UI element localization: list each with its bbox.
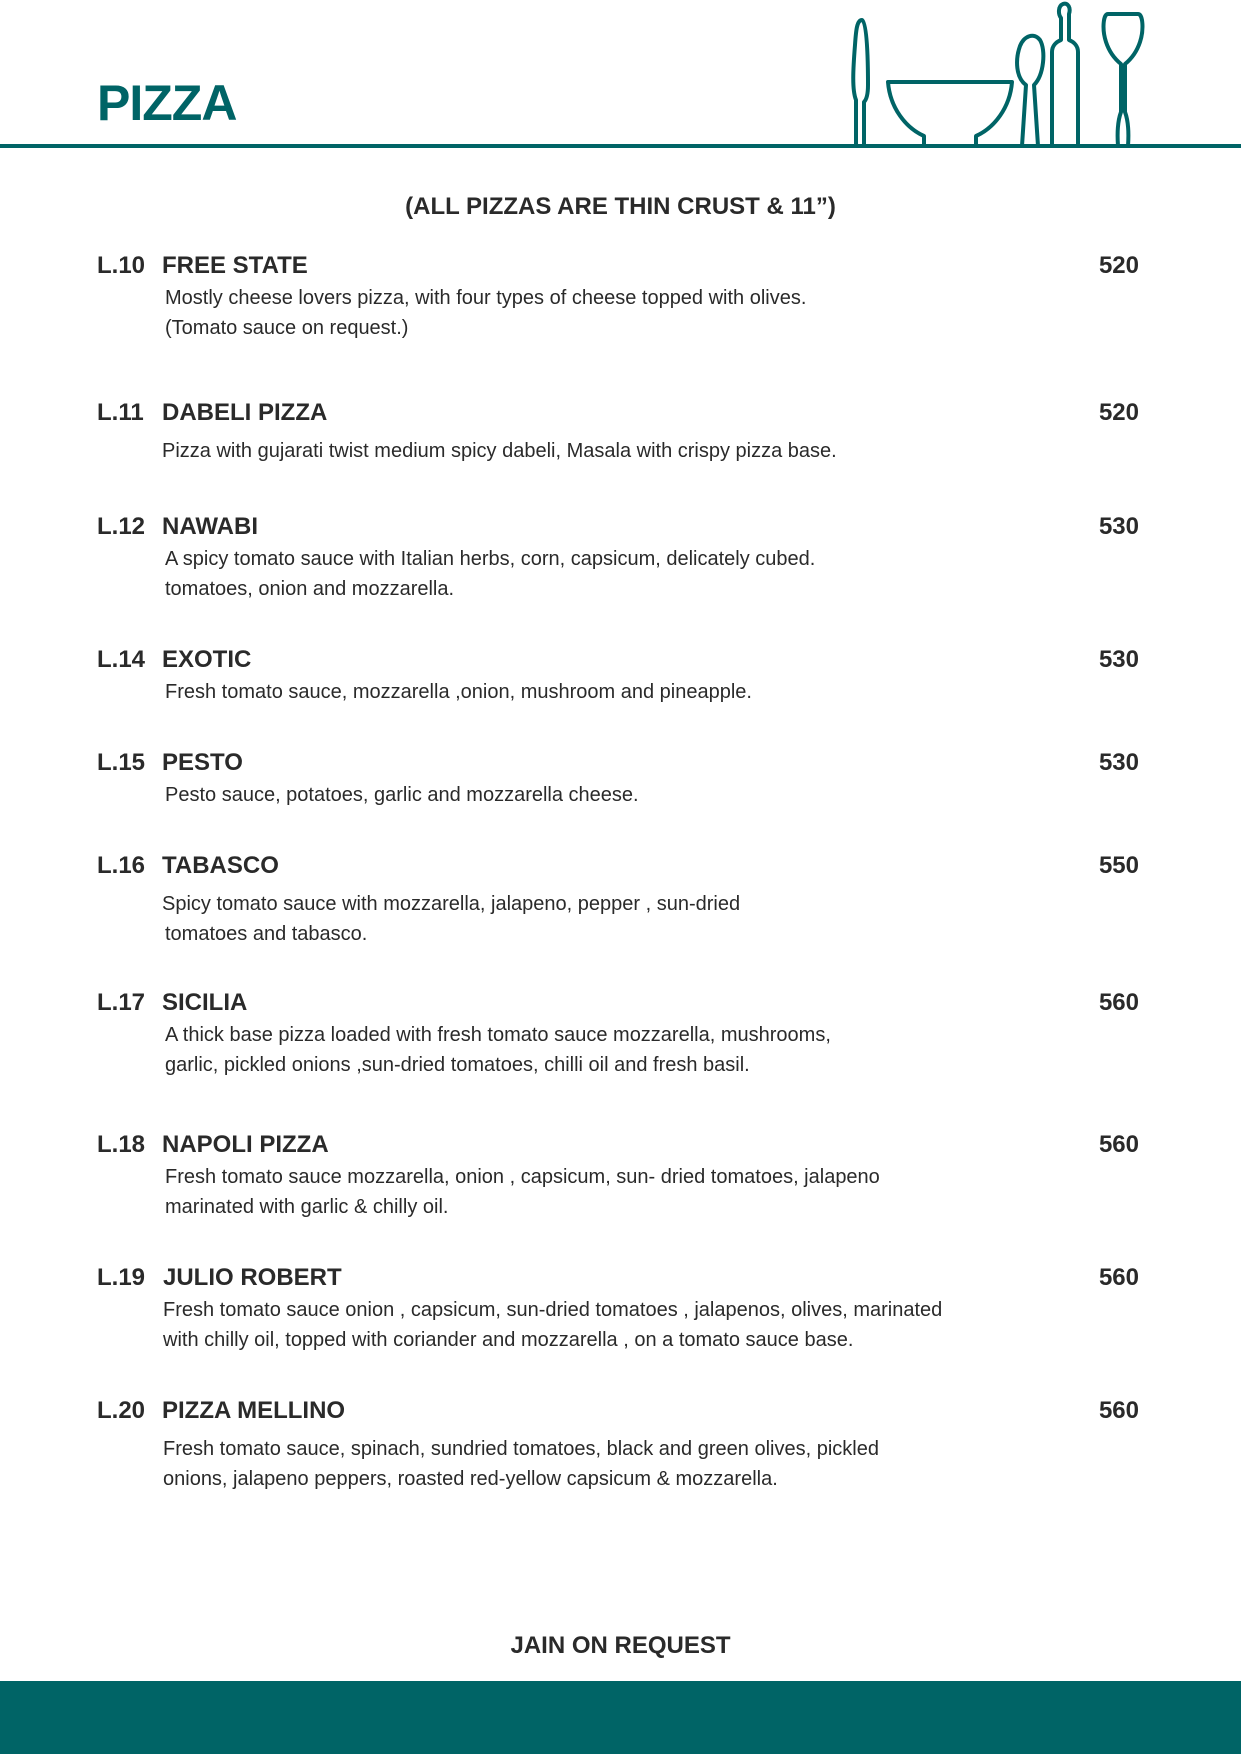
item-price: 560 — [1098, 989, 1139, 1016]
bowl-icon — [888, 82, 1012, 146]
description-line: A spicy tomato sauce with Italian herbs, corn, capsicum, delicately cubed. — [165, 548, 816, 570]
item-price: 560 — [1098, 1131, 1139, 1158]
item-price: 530 — [1098, 749, 1139, 776]
item-code: L.10 — [97, 252, 146, 279]
menu-subtitle: (ALL PIZZAS ARE THIN CRUST & 11”) — [405, 193, 836, 220]
item-name: JULIO ROBERT — [163, 1264, 342, 1291]
item-name: TABASCO — [162, 852, 279, 879]
description-line: Pesto sauce, potatoes, garlic and mozzarella cheese. — [165, 784, 639, 806]
item-description — [165, 544, 1065, 604]
item-code: L.12 — [97, 513, 146, 540]
description-line: Fresh tomato sauce onion , capsicum, sun-dried tomatoes , jalapenos, olives, marinated — [163, 1299, 943, 1321]
description-line: with chilly oil, topped with coriander and mozzarella , on a tomato sauce base. — [163, 1329, 854, 1351]
description-line: Pizza with gujarati twist medium spicy dabeli, Masala with crispy pizza base. — [162, 440, 837, 462]
spoon-icon — [1017, 36, 1043, 146]
item-description — [163, 1295, 1063, 1355]
item-name: NAPOLI PIZZA — [162, 1131, 329, 1158]
item-code: L.11 — [97, 399, 144, 426]
description-line: Spicy tomato sauce with mozzarella, jalapeno, pepper , sun-dried — [162, 893, 741, 915]
item-description — [162, 436, 1062, 466]
item-name: PIZZA MELLINO — [162, 1397, 346, 1424]
item-name: FREE STATE — [162, 252, 308, 279]
item-price: 550 — [1098, 852, 1139, 879]
item-description — [165, 283, 1065, 343]
item-code: L.16 — [97, 852, 146, 879]
item-price: 560 — [1098, 1397, 1139, 1424]
item-code: L.20 — [97, 1397, 146, 1424]
page-title: PIZZA — [97, 75, 237, 131]
header-rule — [0, 144, 1241, 148]
wine-glass-icon — [1104, 14, 1143, 146]
item-name: DABELI PIZZA — [162, 399, 328, 426]
item-description — [162, 889, 1065, 949]
item-description — [165, 1162, 1065, 1222]
item-name: NAWABI — [162, 513, 258, 540]
description-line: Fresh tomato sauce, spinach, sundried tomatoes, black and green olives, pickled — [163, 1438, 879, 1460]
description-line: Mostly cheese lovers pizza, with four types of cheese topped with olives. — [165, 287, 807, 309]
description-line: garlic, pickled onions ,sun-dried tomatoes, chilli oil and fresh basil. — [165, 1054, 750, 1076]
description-line: marinated with garlic & chilly oil. — [165, 1196, 449, 1218]
item-price: 560 — [1098, 1264, 1139, 1291]
description-line: onions, jalapeno peppers, roasted red-yellow capsicum & mozzarella. — [163, 1468, 778, 1490]
item-description — [165, 677, 1065, 707]
item-price: 530 — [1098, 646, 1139, 673]
item-name: PESTO — [162, 749, 243, 776]
description-line: Fresh tomato sauce, mozzarella ,onion, mushroom and pineapple. — [165, 681, 752, 703]
knife-icon — [853, 20, 868, 146]
item-price: 530 — [1098, 513, 1139, 540]
description-line: (Tomato sauce on request.) — [165, 317, 409, 339]
item-name: SICILIA — [162, 989, 248, 1016]
item-code: L.14 — [97, 646, 146, 673]
footer-note: JAIN ON REQUEST — [510, 1632, 731, 1659]
item-code: L.18 — [97, 1131, 146, 1158]
item-description — [165, 780, 1065, 810]
description-line: tomatoes and tabasco. — [165, 923, 368, 945]
item-price: 520 — [1098, 252, 1139, 279]
item-code: L.15 — [97, 749, 146, 776]
description-line: tomatoes, onion and mozzarella. — [165, 578, 455, 600]
item-name: EXOTIC — [162, 646, 252, 673]
description-line: A thick base pizza loaded with fresh tomato sauce mozzarella, mushrooms, — [165, 1024, 831, 1046]
description-line: Fresh tomato sauce mozzarella, onion , capsicum, sun- dried tomatoes, jalapeno — [165, 1166, 880, 1188]
item-description — [165, 1020, 1065, 1080]
bottle-icon — [1052, 4, 1078, 146]
item-description — [163, 1434, 1063, 1494]
footer-band — [0, 1681, 1241, 1754]
item-price: 520 — [1098, 399, 1139, 426]
cutlery-illustration-icon — [840, 0, 1150, 148]
item-code: L.17 — [97, 989, 146, 1016]
item-code: L.19 — [97, 1264, 146, 1291]
